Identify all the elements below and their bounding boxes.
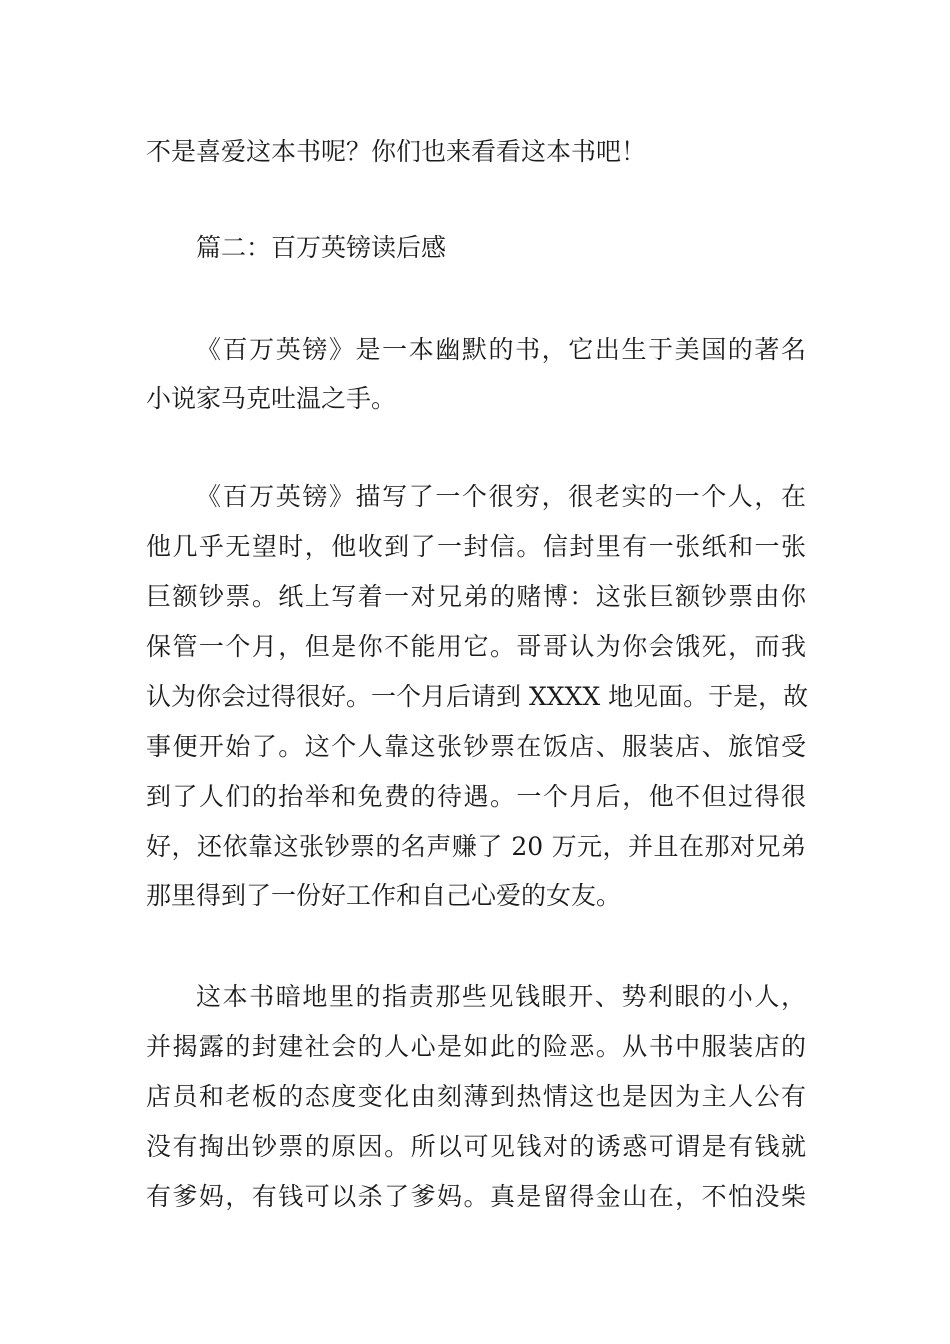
paragraph-line: 没有掏出钞票的原因。所以可见钱对的诱惑可谓是有钱就 xyxy=(146,1132,806,1161)
paragraph-line: 那里得到了一份好工作和自己心爱的女友。 xyxy=(146,881,622,910)
paragraph-line: 认为你会过得很好。一个月后请到 XXXX 地见面。于是，故 xyxy=(146,682,809,711)
section-heading: 篇二：百万英镑读后感 xyxy=(196,233,447,262)
paragraph-line: 小说家马克吐温之手。 xyxy=(146,384,397,413)
paragraph-line: 好，还依靠这张钞票的名声赚了 20 万元，并且在那对兄弟 xyxy=(146,832,806,861)
paragraph-line: 《百万英镑》描写了一个很穷，很老实的一个人，在 xyxy=(196,482,806,511)
paragraph-line: 有爹妈，有钱可以杀了爹妈。真是留得金山在，不怕没柴 xyxy=(146,1182,806,1211)
paragraph-line: 店员和老板的态度变化由刻薄到热情这也是因为主人公有 xyxy=(146,1082,806,1111)
paragraph-line: 不是喜爱这本书呢？你们也来看看这本书吧！ xyxy=(146,137,647,166)
paragraph-line: 到了人们的抬举和免费的待遇。一个月后，他不但过得很 xyxy=(146,782,806,811)
paragraph-line: 他几乎无望时，他收到了一封信。信封里有一张纸和一张 xyxy=(146,532,806,561)
paragraph-line: 并揭露的封建社会的人心是如此的险恶。从书中服装店的 xyxy=(146,1032,806,1061)
paragraph-line: 事便开始了。这个人靠这张钞票在饭店、服装店、旅馆受 xyxy=(146,732,806,761)
paragraph-line: 这本书暗地里的指责那些见钱眼开、势利眼的小人， xyxy=(196,982,806,1011)
paragraph-line: 保管一个月，但是你不能用它。哥哥认为你会饿死，而我 xyxy=(146,632,806,661)
paragraph-line: 《百万英镑》是一本幽默的书，它出生于美国的著名 xyxy=(196,335,806,364)
paragraph-line: 巨额钞票。纸上写着一对兄弟的赌博：这张巨额钞票由你 xyxy=(146,582,806,611)
